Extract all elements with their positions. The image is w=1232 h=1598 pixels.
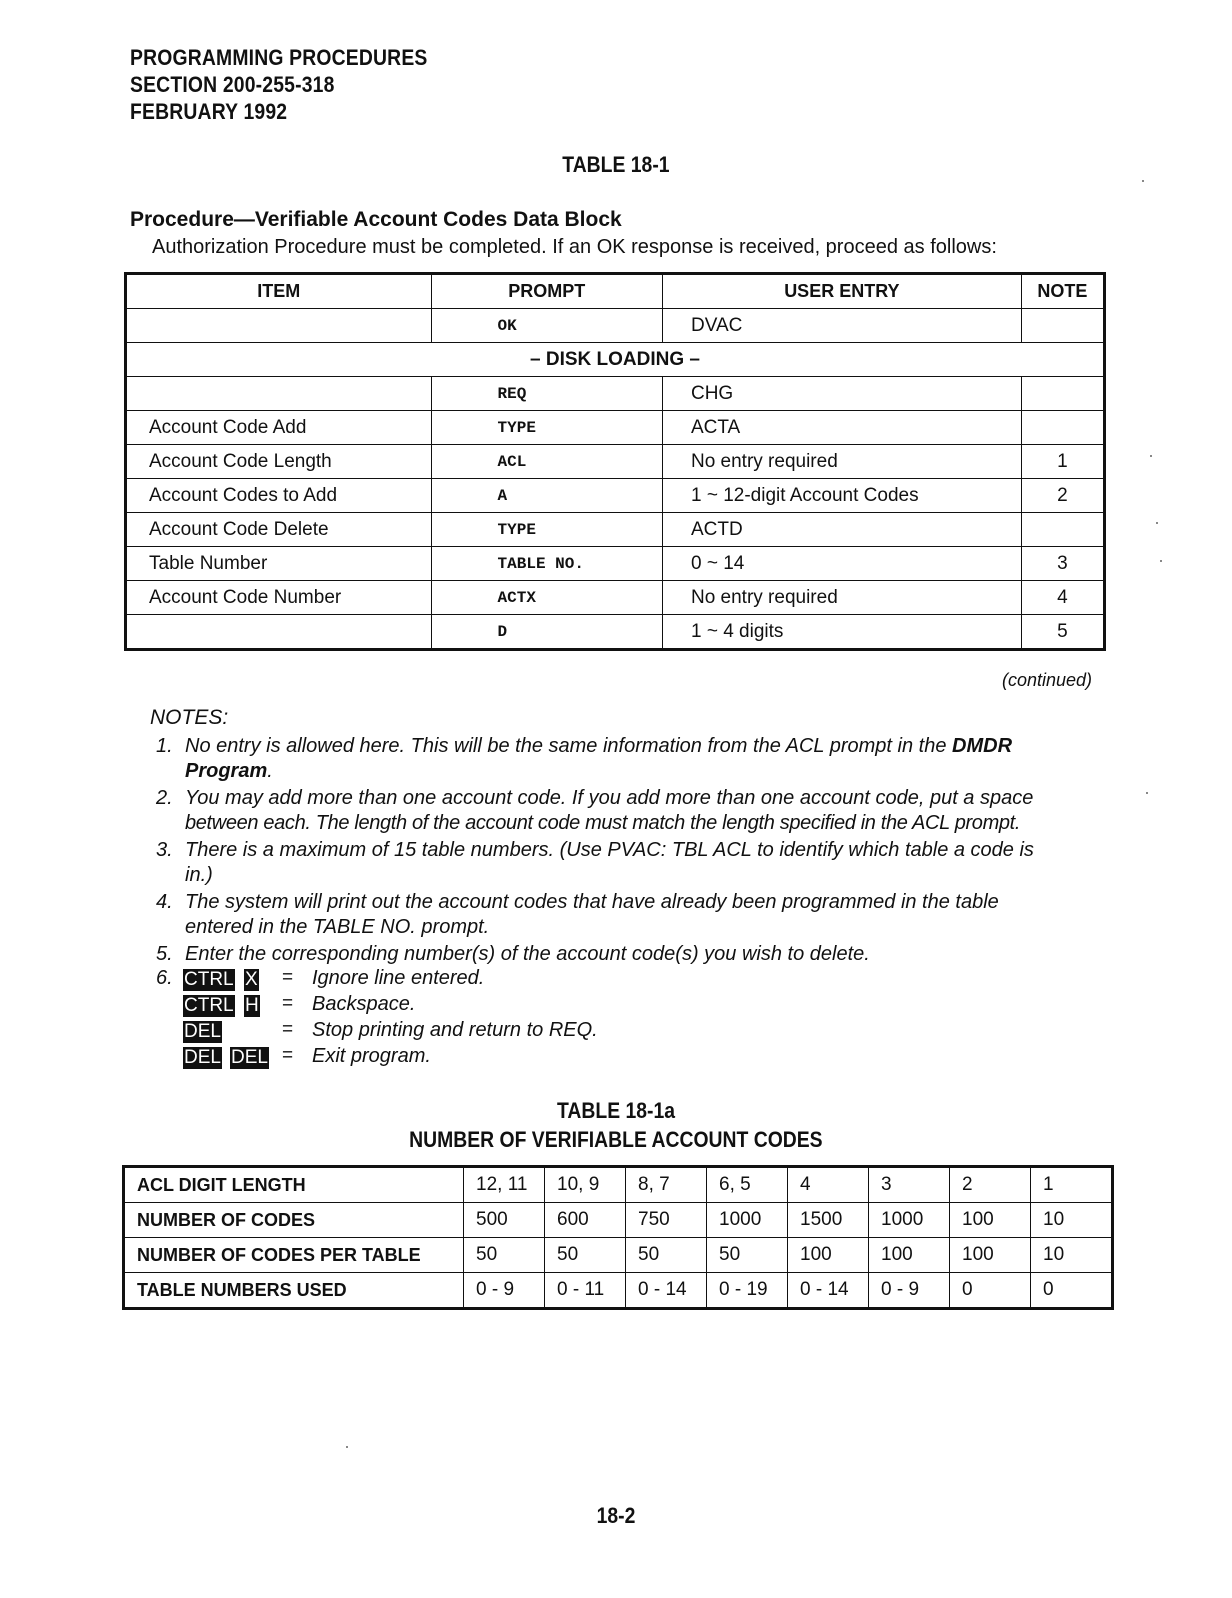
cell-prompt: REQ bbox=[431, 377, 662, 411]
del-key-icon: DEL bbox=[184, 1021, 221, 1042]
cell-value: 50 bbox=[464, 1238, 545, 1273]
cell-note: 2 bbox=[1021, 479, 1104, 513]
cell-value: 0 - 9 bbox=[464, 1273, 545, 1309]
table-title: TABLE 18-1 bbox=[562, 152, 670, 177]
note-3 bbox=[156, 838, 1086, 888]
note-text: . bbox=[267, 760, 273, 782]
cell-value: 750 bbox=[626, 1203, 707, 1238]
cell-note: 1 bbox=[1021, 445, 1104, 479]
cell-note: 5 bbox=[1021, 615, 1104, 650]
cell-entry: 1 ~ 4 digits bbox=[662, 615, 1021, 650]
row-label: NUMBER OF CODES bbox=[124, 1203, 464, 1238]
cell-value: 10 bbox=[1031, 1203, 1113, 1238]
cell-value: 10, 9 bbox=[545, 1167, 626, 1203]
note-number: 1. bbox=[156, 735, 173, 757]
cell-note bbox=[1021, 309, 1104, 343]
cell-prompt: TABLE NO. bbox=[431, 547, 662, 581]
equals-sign: = bbox=[282, 993, 294, 1014]
cell-prompt: ACL bbox=[431, 445, 662, 479]
cell-value: 0 - 14 bbox=[788, 1273, 869, 1309]
h-key-icon: H bbox=[245, 995, 259, 1016]
procedure-subtitle: Authorization Procedure must be completed. If an OK response is received, proceed as follows: bbox=[152, 236, 997, 258]
note-text: You may add more than one account code. If you add more than one account code, put a space bbox=[185, 787, 1034, 809]
cell-value: 1000 bbox=[707, 1203, 788, 1238]
cell-value: 50 bbox=[545, 1238, 626, 1273]
note-number: 2. bbox=[156, 787, 173, 809]
scan-speck bbox=[1156, 522, 1158, 524]
cell-value: 0 - 11 bbox=[545, 1273, 626, 1309]
note-2 bbox=[156, 786, 1086, 836]
procedure-title: Procedure—Verifiable Account Codes Data Block bbox=[130, 208, 622, 231]
note-text: between each. The length of the account code must match the length specified in the ACL prompt. bbox=[185, 812, 1021, 834]
table-row bbox=[126, 411, 1105, 445]
cell-value: 1500 bbox=[788, 1203, 869, 1238]
scan-speck bbox=[1160, 560, 1162, 562]
continued-label: (continued) bbox=[1002, 670, 1093, 690]
cell-prompt: A bbox=[431, 479, 662, 513]
equals-sign: = bbox=[282, 1045, 294, 1066]
cell-item bbox=[126, 309, 432, 343]
row-label: NUMBER OF CODES PER TABLE bbox=[124, 1238, 464, 1273]
key-description: Exit program. bbox=[312, 1045, 431, 1067]
note-number: 4. bbox=[156, 891, 173, 913]
ctrl-key-icon: CTRL bbox=[184, 969, 234, 990]
row-label: ACL DIGIT LENGTH bbox=[124, 1167, 464, 1203]
header-note: NOTE bbox=[1021, 274, 1104, 309]
table-row bbox=[126, 513, 1105, 547]
del-key-icon: DEL bbox=[231, 1047, 268, 1068]
header-line-3: FEBRUARY 1992 bbox=[130, 99, 288, 124]
equals-sign: = bbox=[282, 1019, 294, 1040]
cell-value: 0 - 19 bbox=[707, 1273, 788, 1309]
cell-prompt: TYPE bbox=[431, 411, 662, 445]
table-row bbox=[124, 1167, 1113, 1203]
cell-value: 2 bbox=[950, 1167, 1031, 1203]
cell-value: 1 bbox=[1031, 1167, 1113, 1203]
note-bold-text: Program bbox=[185, 760, 268, 782]
document-header bbox=[130, 44, 468, 125]
table-header-row bbox=[126, 274, 1105, 309]
cell-item: Account Code Add bbox=[126, 411, 432, 445]
cell-value: 100 bbox=[869, 1238, 950, 1273]
cell-prompt: ACTX bbox=[431, 581, 662, 615]
cell-item: Account Codes to Add bbox=[126, 479, 432, 513]
table-row bbox=[126, 479, 1105, 513]
table-row bbox=[126, 309, 1105, 343]
key-description: Backspace. bbox=[312, 993, 416, 1015]
scan-speck bbox=[1150, 455, 1152, 457]
note-1 bbox=[156, 734, 1086, 784]
cell-value: 600 bbox=[545, 1203, 626, 1238]
cell-item: Account Code Length bbox=[126, 445, 432, 479]
cell-value: 100 bbox=[950, 1238, 1031, 1273]
note-number: 5. bbox=[156, 943, 173, 965]
cell-prompt: D bbox=[431, 615, 662, 650]
table-row bbox=[124, 1273, 1113, 1309]
note-text: There is a maximum of 15 table numbers. (Use PVAC: TBL ACL to identify which table a code is bbox=[185, 839, 1034, 861]
cell-note bbox=[1021, 513, 1104, 547]
cell-entry: No entry required bbox=[662, 581, 1021, 615]
table-row bbox=[126, 377, 1105, 411]
cell-prompt: OK bbox=[431, 309, 662, 343]
cell-entry: ACTA bbox=[662, 411, 1021, 445]
disk-loading-row bbox=[126, 343, 1105, 377]
cell-value: 0 bbox=[950, 1273, 1031, 1309]
disk-loading-label: – DISK LOADING – bbox=[126, 343, 1105, 377]
del-key-icon: DEL bbox=[184, 1047, 221, 1068]
cell-entry: ACTD bbox=[662, 513, 1021, 547]
cell-value: 8, 7 bbox=[626, 1167, 707, 1203]
procedure-table bbox=[124, 272, 1106, 651]
cell-value: 500 bbox=[464, 1203, 545, 1238]
table-row bbox=[126, 615, 1105, 650]
cell-value: 0 bbox=[1031, 1273, 1113, 1309]
header-user-entry: USER ENTRY bbox=[662, 274, 1021, 309]
cell-note bbox=[1021, 411, 1104, 445]
cell-value: 6, 5 bbox=[707, 1167, 788, 1203]
header-line-2: SECTION 200-255-318 bbox=[130, 72, 335, 97]
cell-value: 3 bbox=[869, 1167, 950, 1203]
cell-value: 100 bbox=[950, 1203, 1031, 1238]
key-description: Stop printing and return to REQ. bbox=[312, 1019, 598, 1041]
header-item: ITEM bbox=[126, 274, 432, 309]
header-prompt: PROMPT bbox=[431, 274, 662, 309]
note-text: The system will print out the account codes that have already been programmed in the table bbox=[185, 891, 999, 913]
cell-note: 4 bbox=[1021, 581, 1104, 615]
cell-value: 0 - 14 bbox=[626, 1273, 707, 1309]
cell-value: 1000 bbox=[869, 1203, 950, 1238]
x-key-icon: X bbox=[245, 969, 258, 990]
note-number: 3. bbox=[156, 839, 173, 861]
scan-speck bbox=[346, 1446, 348, 1448]
note-4 bbox=[156, 890, 1086, 940]
cell-note: 3 bbox=[1021, 547, 1104, 581]
note-text: entered in the TABLE NO. prompt. bbox=[185, 916, 490, 938]
cell-entry: No entry required bbox=[662, 445, 1021, 479]
note-text: in.) bbox=[185, 864, 213, 886]
key-description: Ignore line entered. bbox=[312, 967, 485, 989]
note-text: Enter the corresponding number(s) of the account code(s) you wish to delete. bbox=[185, 943, 870, 965]
note-text: No entry is allowed here. This will be the same information from the ACL prompt in the bbox=[185, 735, 953, 757]
equals-sign: = bbox=[282, 967, 294, 988]
cell-value: 12, 11 bbox=[464, 1167, 545, 1203]
note-5 bbox=[156, 942, 1086, 968]
cell-note bbox=[1021, 377, 1104, 411]
cell-prompt: TYPE bbox=[431, 513, 662, 547]
cell-item: Account Code Delete bbox=[126, 513, 432, 547]
account-codes-table bbox=[122, 1165, 1114, 1310]
cell-value: 50 bbox=[707, 1238, 788, 1273]
cell-item: Account Code Number bbox=[126, 581, 432, 615]
scan-speck bbox=[1146, 792, 1148, 794]
scan-speck bbox=[1142, 180, 1144, 182]
note-bold-text: DMDR bbox=[952, 735, 1013, 757]
cell-entry: 0 ~ 14 bbox=[662, 547, 1021, 581]
cell-entry: DVAC bbox=[662, 309, 1021, 343]
cell-item bbox=[126, 615, 432, 650]
cell-value: 100 bbox=[788, 1238, 869, 1273]
table-row bbox=[124, 1203, 1113, 1238]
cell-value: 50 bbox=[626, 1238, 707, 1273]
ctrl-key-icon: CTRL bbox=[184, 995, 234, 1016]
cell-entry: 1 ~ 12-digit Account Codes bbox=[662, 479, 1021, 513]
note-6-number: 6. bbox=[156, 967, 173, 989]
table2-subtitle: NUMBER OF VERIFIABLE ACCOUNT CODES bbox=[409, 1127, 823, 1152]
header-line-1: PROGRAMMING PROCEDURES bbox=[130, 45, 428, 70]
page-number: 18-2 bbox=[596, 1503, 636, 1528]
table-row bbox=[126, 445, 1105, 479]
cell-value: 0 - 9 bbox=[869, 1273, 950, 1309]
cell-item bbox=[126, 377, 432, 411]
table-row bbox=[126, 581, 1105, 615]
table-row bbox=[126, 547, 1105, 581]
cell-item: Table Number bbox=[126, 547, 432, 581]
cell-value: 10 bbox=[1031, 1238, 1113, 1273]
notes-title: NOTES: bbox=[150, 706, 229, 729]
cell-value: 4 bbox=[788, 1167, 869, 1203]
table2-title: TABLE 18-1a bbox=[556, 1098, 675, 1123]
cell-entry: CHG bbox=[662, 377, 1021, 411]
row-label: TABLE NUMBERS USED bbox=[124, 1273, 464, 1309]
table-row bbox=[124, 1238, 1113, 1273]
